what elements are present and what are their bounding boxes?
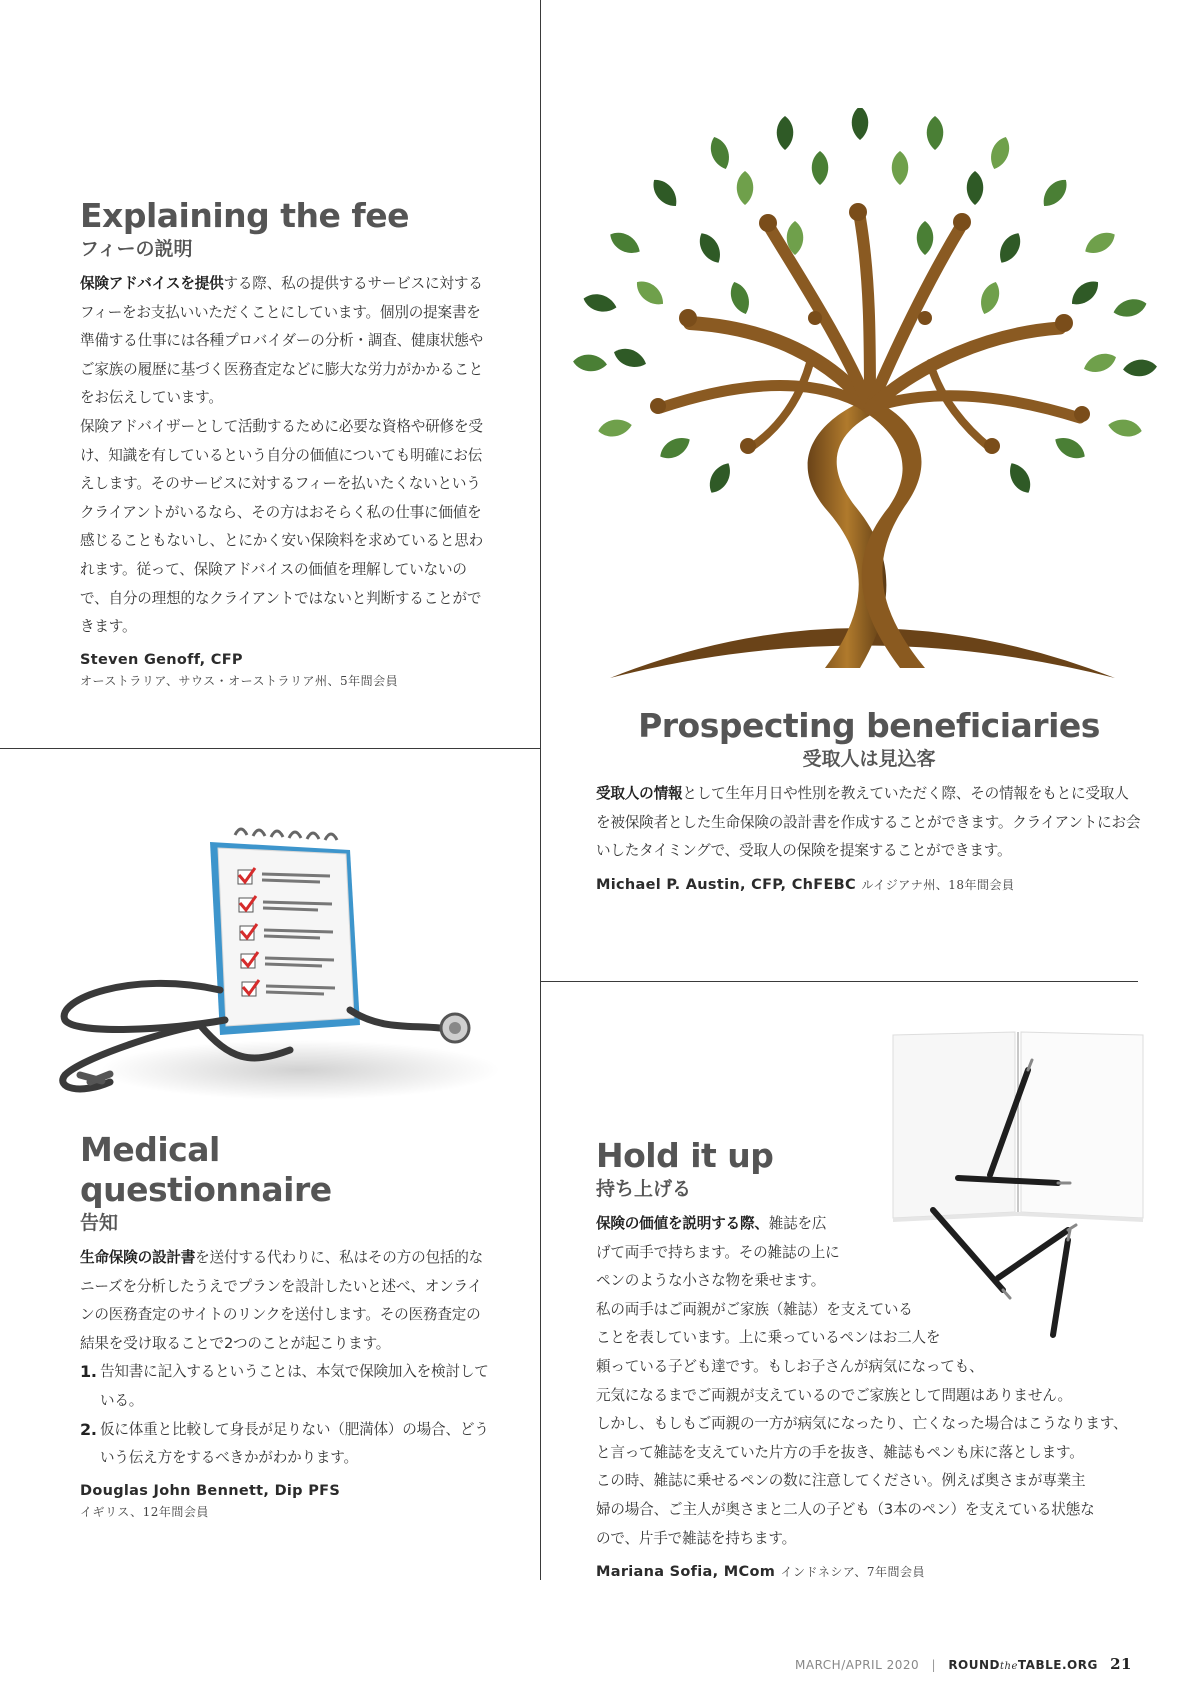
- section-title: Prospecting beneficiaries: [638, 706, 1100, 745]
- text-line: 私の両手はご両親がご家族（雑誌）を支えている: [596, 1300, 913, 1318]
- lead-phrase: 保険アドバイスを提供: [80, 275, 224, 292]
- paragraph: [596, 780, 1142, 866]
- text-line: ペンのような小さな物を乗せます。: [596, 1272, 826, 1290]
- site-link[interactable]: [948, 1658, 1097, 1672]
- column-divider-top: [540, 0, 541, 750]
- section-title: [80, 1130, 492, 1210]
- author-name: Steven Genoff, CFP: [80, 651, 243, 668]
- list-item: [80, 1358, 492, 1415]
- section-subtitle: 受取人は見込客: [802, 748, 936, 770]
- author-affiliation: インドネシア、7年間会員: [780, 1565, 926, 1580]
- numbered-list: [80, 1358, 492, 1472]
- author-line: [596, 876, 1142, 893]
- section-divider-right: [540, 981, 1138, 982]
- page-number: 21: [1110, 1655, 1132, 1673]
- author-name: Douglas John Bennett, Dip PFS: [80, 1482, 341, 1499]
- list-number: 2.: [80, 1419, 97, 1439]
- issue-date: MARCH/APRIL 2020: [795, 1658, 920, 1672]
- section-body: [80, 270, 492, 642]
- paragraph: [80, 270, 492, 413]
- paragraph-text: する際、私の提供するサービスに対するフィーをお支払いいただくことにしています。個別の提案書を準備する仕事には各種プロバイダーの分析・調査、健康状態やご家族の履歴に基づく医務査定などに膨大な労力がかかることをお伝えしています。: [80, 275, 484, 407]
- section-medical: [80, 1130, 492, 1520]
- author-name: Mariana Sofia, MCom: [596, 1564, 776, 1581]
- section-divider-left: [0, 748, 541, 749]
- text-line: ので、片手で雑誌を持ちます。: [596, 1529, 797, 1547]
- text-line-rest: 雑誌を広: [768, 1215, 827, 1232]
- section-title: Explaining the fee: [80, 196, 410, 235]
- list-text: 告知書に記入するということは、本気で保険加入を検討している。: [100, 1363, 489, 1409]
- clipboard-icon: [210, 829, 360, 1035]
- section-body: [596, 780, 1142, 866]
- lead-phrase: 受取人の情報: [596, 785, 683, 802]
- tree-illustration: [570, 108, 1162, 688]
- section-body: [80, 1244, 492, 1473]
- text-line: 元気になるまでご両親が支えているのでご家族として問題はありません。: [596, 1386, 1072, 1404]
- page-footer: [795, 1655, 1132, 1673]
- clipboard-stethoscope-illustration: [50, 820, 510, 1110]
- text-line: [596, 1210, 1156, 1239]
- paragraph-text: を送付する代わりに、私はその方の包括的なニーズを分析したうえでプランを設計したいと述べ、オンラインの医務査定のサイトのリンクを送付します。その医務査定の結果を受け取ることで2つのことが起こります。: [80, 1249, 484, 1352]
- section-title: Hold it up: [596, 1136, 774, 1175]
- author-affiliation: ルイジアナ州、18年間会員: [861, 877, 1015, 892]
- site-part: the: [1000, 1661, 1018, 1672]
- site-part: ROUND: [948, 1658, 1001, 1672]
- text-line: この時、雑誌に乗せるペンの数に注意してください。例えば奥さまが専業主: [596, 1472, 1086, 1490]
- author-affiliation: イギリス、12年間会員: [80, 1504, 209, 1519]
- column-divider-bottom: [540, 748, 541, 1580]
- text-line: ことを表しています。上に乗っているペンはお二人を: [596, 1329, 941, 1347]
- title-line-2: questionnaire: [80, 1170, 332, 1209]
- footer-separator: |: [931, 1658, 936, 1672]
- section-subtitle: フィーの説明: [80, 238, 193, 260]
- author-name: Michael P. Austin, CFP, ChFEBC: [596, 876, 856, 893]
- title-line-1: Medical: [80, 1130, 220, 1169]
- text-line: 婦の場合、ご主人が奥さまと二人の子ども（3本のペン）を支えている状態な: [596, 1500, 1095, 1518]
- site-part: TABLE.ORG: [1017, 1658, 1098, 1672]
- list-number: 1.: [80, 1362, 97, 1382]
- section-subtitle: 持ち上げる: [596, 1178, 692, 1200]
- text-line: げて両手で持ちます。その雑誌の上に: [596, 1243, 840, 1261]
- section-body: [596, 1210, 1156, 1553]
- lead-phrase: 保険の価値を説明する際、: [596, 1215, 769, 1232]
- section-hold-it-up: [596, 1136, 1156, 1580]
- lead-phrase: 生命保険の設計書: [80, 1249, 196, 1266]
- section-subtitle: 告知: [80, 1212, 119, 1234]
- text-line: 頼っている子ども達です。もしお子さんが病気になっても、: [596, 1357, 984, 1375]
- paragraph: [80, 1244, 492, 1358]
- paragraph: 保険アドバイザーとして活動するために必要な資格や研修を受け、知識を有しているという自分の価値についても明確にお伝えします。そのサービスに対するフィーを払いたくないというクライアントがいるなら、その方はおそらく私の仕事に価値を感じることもないし、とにかく安い保険料を求めていると思われます。従って、保険アドバイスの価値を理解していないので、自分の理想的なクライアントではないと判断することができます。: [80, 417, 484, 636]
- text-line: と言って雑誌を支えていた片方の手を抜き、雑誌もペンも床に落とします。: [596, 1443, 1084, 1461]
- section-prospecting: [596, 706, 1142, 893]
- text-line: しかし、もしもご両親の一方が病気になったり、亡くなった場合はこうなります、: [596, 1415, 1128, 1433]
- section-explaining-fee: [80, 196, 492, 689]
- list-text: 仮に体重と比較して身長が足りない（肥満体）の場合、どういう伝え方をするべきかがわかります。: [100, 1420, 489, 1467]
- list-item: [80, 1416, 492, 1473]
- paragraph-text: として生年月日や性別を教えていただく際、その情報をもとに受取人を被保険者とした生命保険の設計書を作成することができます。クライアントにお会いしたタイミングで、受取人の保険を提案することができます。: [596, 785, 1141, 860]
- author-line: [596, 1563, 1156, 1580]
- author-affiliation: オーストラリア、サウス・オーストラリア州、5年間会員: [80, 673, 399, 688]
